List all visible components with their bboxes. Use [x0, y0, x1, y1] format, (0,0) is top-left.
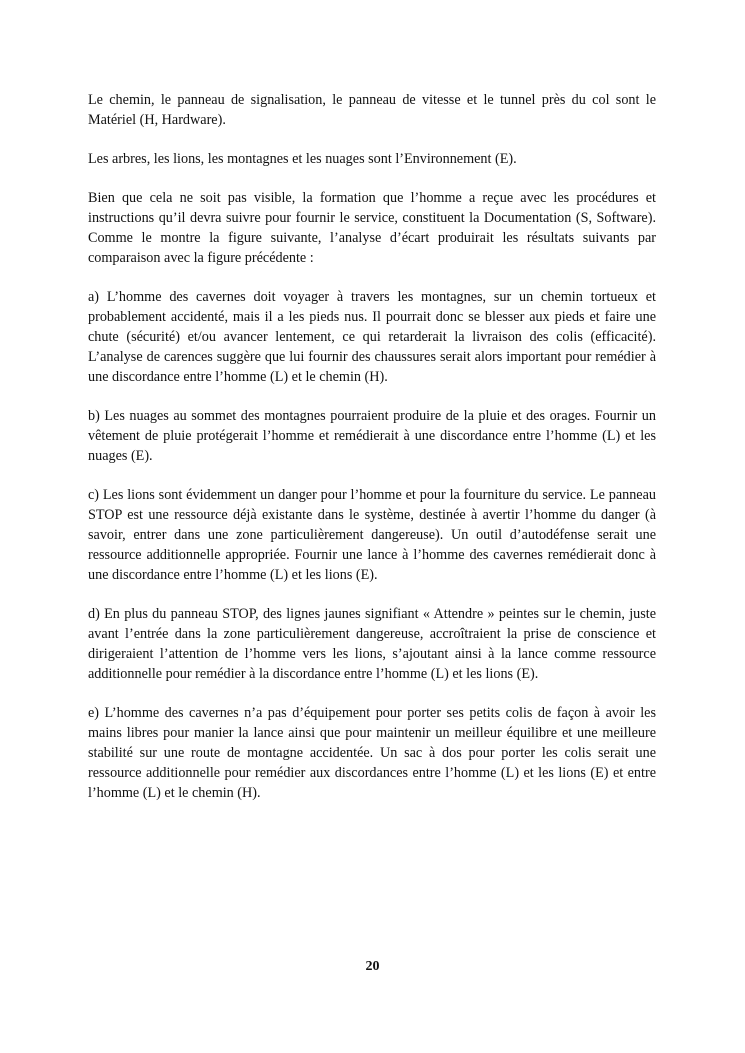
paragraph-item-b: b) Les nuages au sommet des montagnes pourraient produire de la pluie et des orages. Fournir un vêtement de pluie protégerait l’homme et remédierait à une discordance entre l’homme (L) et les nuages (E). — [88, 408, 656, 464]
body-text — [88, 90, 656, 822]
paragraph-hardware: Le chemin, le panneau de signalisation, le panneau de vitesse et le tunnel près du col sont le Matériel (H, Hardware). — [88, 92, 656, 128]
paragraph-item-a: a) L’homme des cavernes doit voyager à travers les montagnes, sur un chemin tortueux et probablement accidenté, mais il a les pieds nus. Il pourrait donc se blesser aux pieds et faire une chute (sécurité) et/ou avancer lentement, ce qui retarderait la livraison des colis (efficacité). L’analyse de carences suggère que lui fournir des chaussures serait alors important pour remédier à une discordance entre l’homme (L) et le chemin (H). — [88, 289, 656, 385]
paragraph-item-c: c) Les lions sont évidemment un danger pour l’homme et pour la fourniture du service. Le panneau STOP est une ressource déjà existante dans le système, destinée à avertir l’homme du danger (à savoir, entrer dans une zone particulièrement dangereuse). Un outil d’autodéfense serait une ressource additionnelle appropriée. Fournir une lance à l’homme des cavernes remédierait donc à une discordance entre l’homme (L) et les lions (E). — [88, 487, 656, 583]
paragraph-item-e: e) L’homme des cavernes n’a pas d’équipement pour porter ses petits colis de façon à avoir les mains libres pour manier la lance ainsi que pour maintenir un meilleur équilibre et une meilleure stabilité sur une route de montagne accidentée. Un sac à dos pour porter les colis serait une ressource additionnelle pour remédier aux discordances entre l’homme (L) et les lions (E) et entre l’homme (L) et le chemin (H). — [88, 705, 656, 801]
paragraph-environment: Les arbres, les lions, les montagnes et les nuages sont l’Environnement (E). — [88, 151, 517, 167]
paragraph-documentation: Bien que cela ne soit pas visible, la formation que l’homme a reçue avec les procédures et instructions qu’il devra suivre pour fournir le service, constituent la Documentation (S, Software). Comme le montre la figure suivante, l’analyse d’écart produirait les résultats suivants par comparaison avec la figure précédente : — [88, 190, 656, 266]
page-number: 20 — [365, 959, 380, 974]
paragraph-item-d: d) En plus du panneau STOP, des lignes jaunes signifiant « Attendre » peintes sur le chemin, juste avant l’entrée dans la zone particulièrement dangereuse, accroîtraient la prise de conscience et dirigeraient l’attention de l’homme vers les lions, s’ajoutant ainsi à la lance comme ressource additionnelle pour remédier à la discordance entre l’homme (L) et les lions (E). — [88, 606, 656, 682]
